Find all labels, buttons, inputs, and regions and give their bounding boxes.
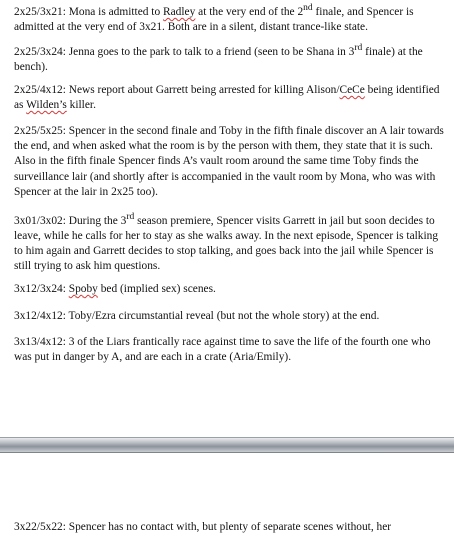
superscript: rd	[354, 43, 363, 53]
page-break-divider	[0, 437, 454, 453]
entry-3x12-4x12	[14, 309, 446, 324]
entry-text: 2x25/3x24: Jenna goes to the park to talk to a friend (seen to be Shana in 3	[14, 45, 355, 58]
entry-text: finale, and Spencer is admitted at the very end of 3x21. Both are in a silent, distant trance-like state.	[14, 5, 414, 33]
entry-text: 3x12/3x24:	[14, 283, 69, 295]
entry-text: 3x01/3x02: During the 3	[14, 214, 127, 227]
entry-3x01-3x02	[14, 210, 446, 275]
entry-text: 3x12/4x12: Toby/Ezra circumstantial reveal (but not the whole story) at the end.	[14, 310, 380, 322]
misspelled-word: Radley	[163, 5, 196, 18]
entry-text: finale) at the bench).	[14, 45, 423, 73]
superscript: rd	[126, 212, 135, 222]
entry-2x25-5x25	[14, 124, 446, 200]
superscript: nd	[303, 3, 313, 13]
entry-2x25-3x24	[14, 41, 446, 75]
misspelled-word: CeCe	[339, 84, 365, 96]
entry-text: 2x25/3x21: Mona is admitted to	[14, 5, 164, 18]
misspelled-word: Wilden’s	[26, 99, 67, 112]
entry-text: being identified as	[14, 84, 440, 112]
page-gap	[0, 453, 454, 513]
entry-text: 2x25/4x12: News report about Garrett being arrested for killing Alison/	[14, 84, 340, 96]
entry-text: 3x13/4x12: 3 of the Liars frantically race against time to save the life of the fourth one who was put in danger by A, and are each in a crate (Aria/Emily).	[14, 336, 431, 364]
entry-text: killer.	[66, 99, 96, 112]
misspelled-word: Spoby	[68, 283, 98, 295]
entry-text: 2x25/5x25: Spencer in the second finale and Toby in the fifth finale discover an A lair towards the end, and when asked what the room is by the person with them, they state that it is such. Also in the fifth finale Spencer finds A’s vault room around the same time Toby finds the surveillance lair (and shortly after is accompanied in the vault room by Mona, who was with Spencer at the lair in 2x25 too).	[14, 125, 444, 198]
entry-2x25-3x21	[14, 1, 446, 35]
entry-text: at the very end of the 2	[195, 5, 304, 18]
entry-2x25-4x12	[14, 83, 446, 113]
entry-3x12-3x24	[14, 282, 446, 297]
entry-text: 3x22/5x22: Spencer has no contact with, but plenty of separate scenes without, her	[14, 521, 392, 533]
entry-text: season premiere, Spencer visits Garrett in jail but soon decides to leave, while he calls for her to stay as she walks away. In the next episode, Spencer is talking to him again and Garrett decides to stop talking, and goes back into the jail while Spencer is still trying to ask him questions.	[14, 214, 439, 273]
entry-text: bed (implied sex) scenes.	[97, 283, 216, 295]
entry-3x22-5x22	[14, 520, 446, 535]
entry-3x13-4x12	[14, 335, 446, 365]
